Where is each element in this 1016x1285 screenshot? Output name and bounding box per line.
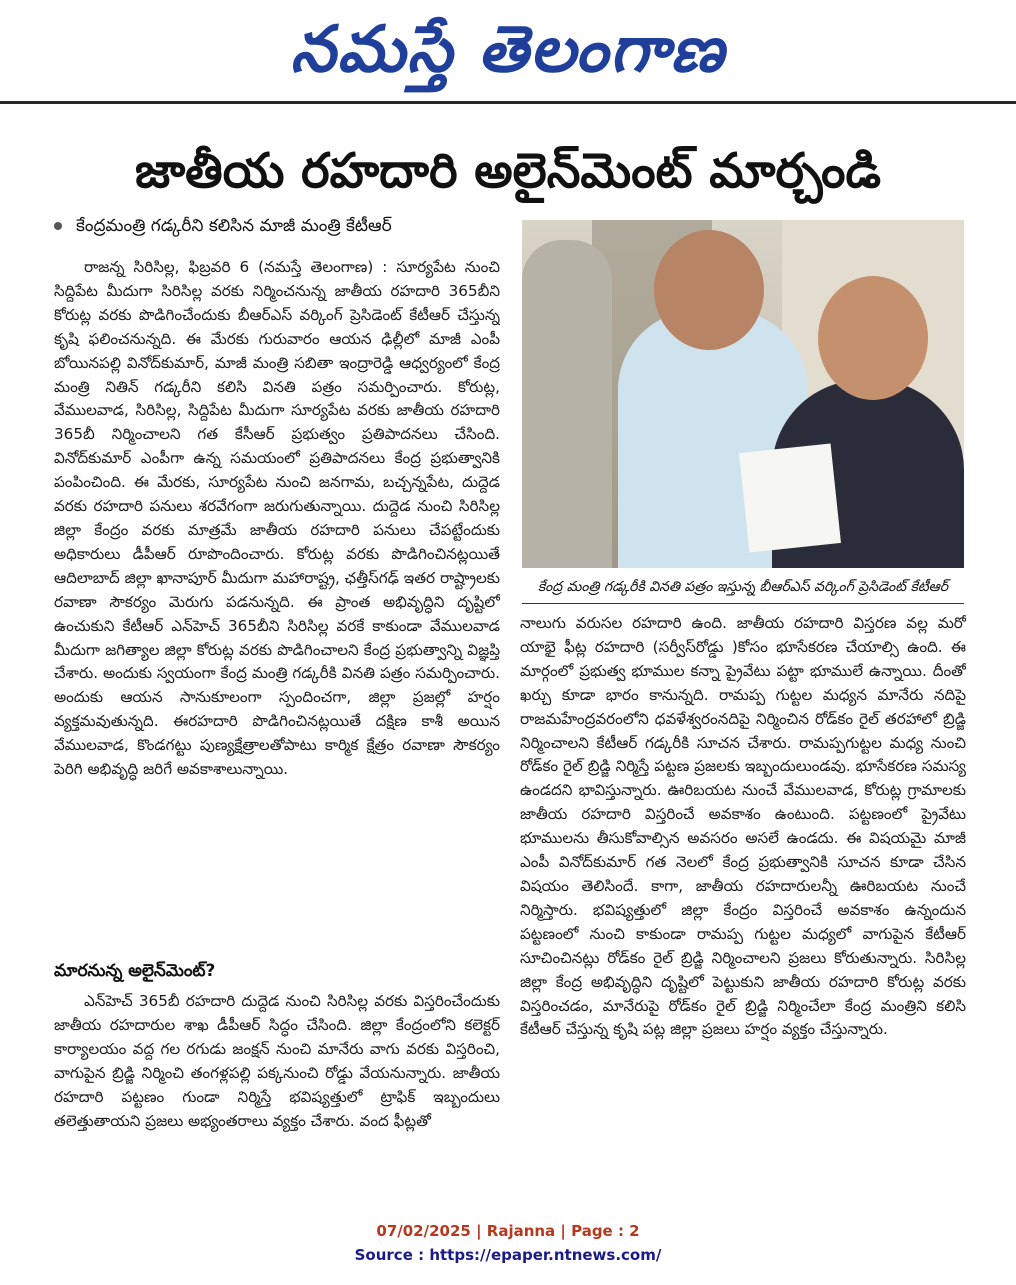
footer-source-line: Source : https://epaper.ntnews.com/ <box>354 1246 662 1264</box>
masthead-divider <box>0 101 1016 104</box>
news-photo <box>522 220 964 568</box>
article-headline: జాతీయ రహదారి అలైన్‌మెంట్ మార్చండి <box>134 143 882 199</box>
article-body-left-bottom: ఎన్‌హెచ్ 365బీ రహదారి దుద్దెడ నుంచి సిరిసిల్ల వరకు విస్తరించేందుకు జాతీయ రహదారుల శాఖ డీపీఆర్ సిద్ధం చేసింది. జిల్లా కేంద్రంలోని కలెక్టర్ కార్యాలయం వద్ద గల రగుడు జంక్షన్ నుంచి మానేరు వాగు వరకు విస్తరించి, వాగుపైన బ్రిడ్జి నిర్మించి తంగళ్లపల్లి పక్కనుంచి రోడ్డు వేయనున్నారు. జాతీయ రహదారి పట్టణం గుండా నిర్మిస్తే భవిష్యత్తులో ట్రాఫిక్ ఇబ్బందులు తలెత్తుతాయని ప్రజలు అభ్యంతరాలు వ్యక్తం చేశారు. వంద ఫీట్లతో <box>54 992 500 1130</box>
article-subhead <box>54 212 514 240</box>
subhead-text: కేంద్రమంత్రి గడ్కరీని కలిసిన మాజీ మంత్రి కేటీఆర్ <box>76 216 392 236</box>
footer-date-line: 07/02/2025 | Rajanna | Page : 2 <box>376 1222 640 1240</box>
article-body-right: నాలుగు వరుసల రహదారి ఉంది. జాతీయ రహదారి విస్తరణ వల్ల మరో యాభై ఫీట్ల రహదారి (సర్వీస్‌రోడ్డు )కోసం భూసేకరణ చేయాల్సి ఉంది. ఈ మార్గంలో ప్రభుత్వ భూముల కన్నా ప్రైవేటు పట్టా భూములే ఉన్నాయి. దీంతో ఖర్చు కూడా భారం కానున్నది. రామప్ప గుట్టల మధ్యన మానేరు నదిపై రాజమహేంద్రవరంలోని ధవళేశ్వరంనదిపై నిర్మించిన రోడ్‌కం రైల్ తరహాలో బ్రిడ్జి నిర్మించాలని కేటీఆర్ గడ్కరీకి సూచన చేశారు. రామప్పగుట్టల మధ్య నుంచి రోడ్‌కం రైల్ బ్రిడ్జి నిర్మిస్తే పట్టణ ప్రజలకు ఇబ్బందులుండవు. భూసేకరణ సమస్య ఉండదని భావిస్తున్నారు. ఊరిబయట నుంచే వేములవాడ, కోరుట్ల గ్రామాలకు జాతీయ రహదారి విస్తరించే అవకాశం ఉంటుంది. పట్టణంలో ప్రైవేటు భూములను తీసుకోవాల్సిన అవసరం అసలే ఉండదు. ఈ విషయమై మాజీ ఎంపీ వినోద్‌కుమార్ గత నెలలో కేంద్ర ప్రభుత్వానికి సూచన కూడా చేసిన విషయం తెలిసిందే. కాగా, జాతీయ రహదారులన్నీ ఊరిబయట నుంచే నిర్మిస్తారు. భవిష్యత్తులో జిల్లా కేంద్రం విస్తరించే అవకాశం ఉన్నందున పట్టణంలో నుంచి కాకుండా రామప్ప గుట్టల మధ్యలో వాగుపైన కేటీఆర్ సూచించినట్లు రోడ్‌కం రైల్ బ్రిడ్జి నిర్మించాలని ప్రజలు కోరుతున్నారు. సిరిసిల్ల జిల్లా కేంద్ర అభివృద్ధిని దృష్టిలో పెట్టుకుని జాతీయ రహదారి కోరుట్ల వరకు విస్తరించడం, మానేరుపై రోడ్‌కం రైల్ బ్రిడ్జి నిర్మించేలా కేంద్ర మంత్రిని కలిసి కేటీఆర్ చేస్తున్న కృషి పట్ల జిల్లా ప్రజలు హర్షం వ్యక్తం చేస్తున్నారు. <box>520 614 966 1039</box>
masthead <box>0 0 1016 104</box>
newspaper-logo: నమస్తే తెలంగాణ <box>290 12 726 87</box>
petition-letter-figure <box>739 443 841 552</box>
article-body-left-top: రాజన్న సిరిసిల్ల, ఫిబ్రవరి 6 (నమస్తే తెలంగాణ) : సూర్యపేట నుంచి సిద్దిపేట మీదుగా సిరిసిల్ల వరకు నిర్మించనున్న జాతీయ రహదారి 365బీని కోరుట్ల వరకు పొడిగించేందుకు బీఆర్ఎస్ వర్కింగ్ ప్రెసిడెంట్ కేటీఆర్ చేస్తున్న కృషి ఫలించనున్నది. ఈ మేరకు గురువారం ఆయన ఢిల్లీలో మాజీ ఎంపీ బోయినపల్లి వినోద్‌కుమార్, మాజీ మంత్రి సబితా ఇంద్రారెడ్డి ఆధ్వర్యంలో కేంద్ర మంత్రి నితిన్ గడ్కరీని కలిసి వినతి పత్రం సమర్పించారు. కోరుట్ల, వేములవాడ, సిరిసిల్ల, సిద్దిపేట మీదుగా సూర్యపేట వరకు జాతీయ రహదారి 365బీ నిర్మించాలని గత కేసీఆర్ ప్రభుత్వం ప్రతిపాదనలు చేసింది. వినోద్‌కుమార్ ఎంపీగా ఉన్న సమయంలో ప్రతిపాదనలు కేంద్ర ప్రభుత్వానికి పంపించింది. ఈ మేరకు, సూర్యపేట నుంచి జనగామ, బచ్చన్నపేట, దుద్దెడ వరకు రహదారి పనులు శరవేగంగా జరుగుతున్నాయి. దుద్దెడ నుంచి సిరిసిల్ల జిల్లా కేంద్రం వరకు మాత్రమే జాతీయ రహదారి పనులు చేపట్టేందుకు అధికారులు డీపీఆర్ రూపొందించారు. కోరుట్ల వరకు పొడిగించినట్లయితే ఆదిలాబాద్ జిల్లా ఖానాపూర్ మీదుగా మహారాష్ట్ర, ఛత్తీస్‌గఢ్ ఇతర రాష్ట్రాలకు రవాణా సౌకర్యం మెరుగు పడనున్నది. ఈ ప్రాంత అభివృద్ధిని దృష్టిలో ఉంచుకుని కేటీఆర్ ఎన్‌హెచ్ 365బీని సిరిసిల్ల వరకే కాకుండా వేములవాడ మీదుగా జగిత్యాల జిల్లా కోరుట్ల వరకు పొడిగించాలని కేంద్ర ప్రభుత్వాన్ని విజ్ఞప్తి చేశారు. అందుకు స్వయంగా కేంద్ర మంత్రి గడ్కరీకి వినతి పత్రం సమర్పించారు. అందుకు ఆయన సానుకూలంగా స్పందించగా, జిల్లా ప్రజల్లో హర్షం వ్యక్తమవుతున్నది. ఈరహదారి పొడిగించినట్లయితే దక్షిణ కాశీ అయిన వేములవాడ, కొండగట్టు పుణ్యక్షేత్రాలతోపాటు కార్మిక క్షేత్రం రవాణా సౌకర్యం పెరిగి అభివృద్ధి జరిగే అవకాశాలున్నాయి. <box>54 258 500 779</box>
person-left-figure <box>522 240 612 568</box>
photo-caption: కేంద్ర మంత్రి గడ్కరీకి వినతి పత్రం ఇస్తున్న బీఆర్ఎస్ వర్కింగ్ ప్రెసిడెంట్ కేటీఆర్ <box>522 570 964 604</box>
section-heading: మారనున్న అలైన్‌మెంట్? <box>54 961 216 981</box>
bullet-icon <box>54 222 62 230</box>
